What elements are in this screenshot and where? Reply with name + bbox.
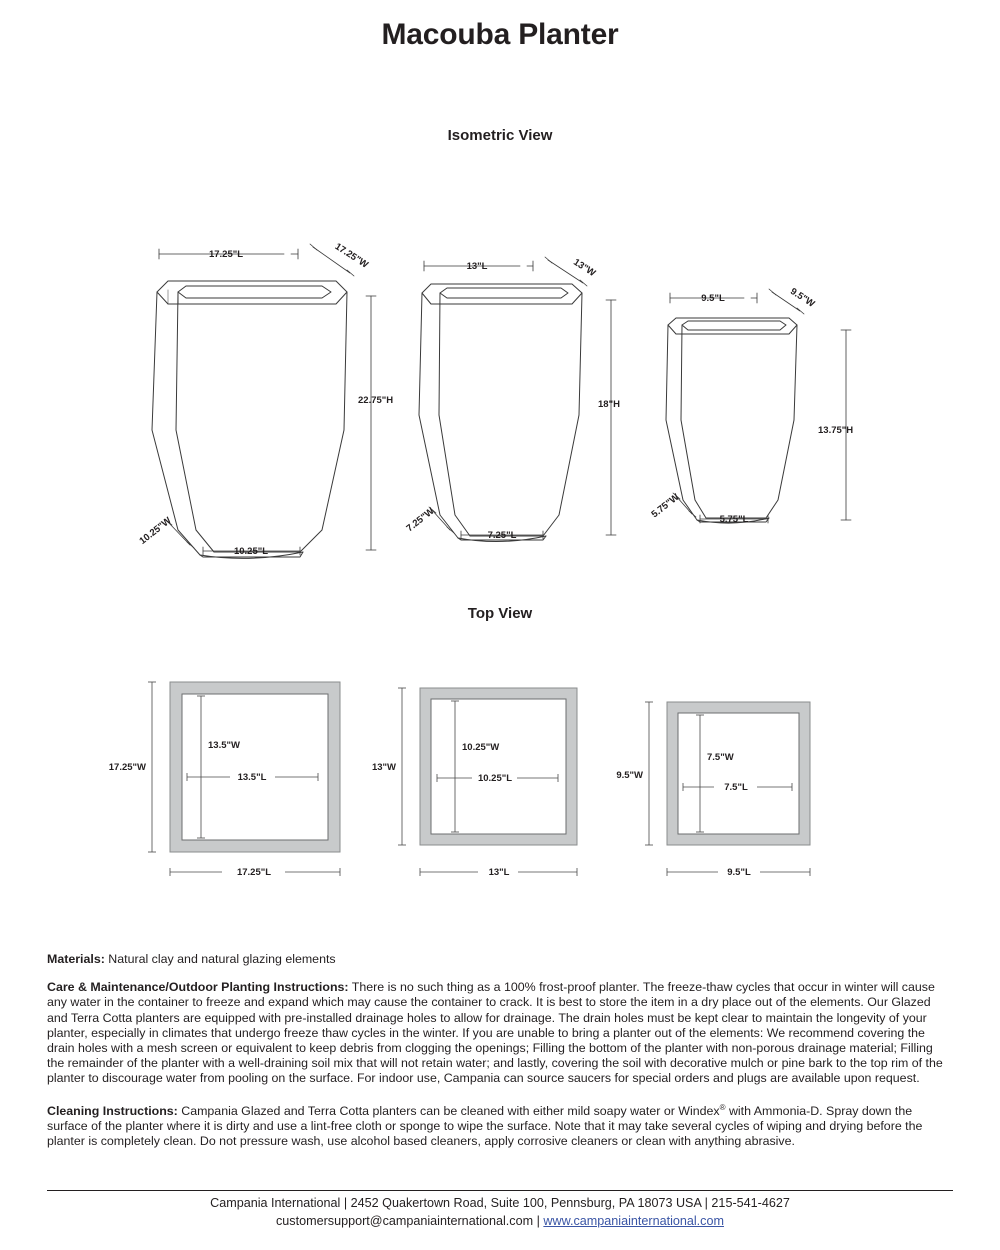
- iso-medium-base-width: 7.25"W: [404, 505, 437, 535]
- cleaning-text-b: with Ammonia-D. Spray down the surface of the planter where it is dirty and use a lint-free cloth or sponge to wipe the surface. Note that it may take several cycles of wiping and drying before the planter is completely clean. Do not pressure wash, use alcohol based cleaners, apply corrosive cleaners or clean with anything abrasive.: [47, 1103, 923, 1149]
- footer-separator: |: [533, 1214, 544, 1228]
- top-large-outer-width: 17.25"W: [108, 762, 146, 773]
- footer-divider: [47, 1190, 953, 1191]
- footer: [0, 1194, 1000, 1230]
- top-large-inner-width: 13.5"W: [208, 740, 240, 751]
- iso-small-top-width: 9.5"W: [788, 286, 817, 310]
- footer-email: customersupport@campaniainternational.com: [276, 1214, 534, 1228]
- iso-small-base-width: 5.75"W: [649, 491, 682, 521]
- iso-large-height: 22.75"H: [358, 395, 394, 406]
- cleaning-text-a: Campania Glazed and Terra Cotta planters can be cleaned with either mild soapy water or Windex: [177, 1103, 720, 1118]
- top-medium-inner-length: 10.25"L: [477, 773, 513, 784]
- iso-small-top-length: 9.5"L: [701, 293, 725, 304]
- care-label: Care & Maintenance/Outdoor Planting Instructions:: [47, 980, 349, 995]
- iso-medium-height: 18"H: [598, 399, 620, 410]
- top-large-outer-length: 17.25"L: [236, 867, 272, 878]
- iso-large-base-width: 10.25"W: [137, 515, 174, 547]
- care-text: There is no such thing as a 100% frost-proof planter. The freeze-thaw cycles that occur in winter will cause any water in the container to freeze and expand which may cause the container to crack. It is best to store the item in a dry place out of the elements. Our Glazed and Terra Cotta planters are equipped with pre-installed drainage holes to allow for drainage. The drain holes must be kept clear to maintain the longevity of your planter, especially in climates that undergo freeze thaw cycles in the winter. If you are unable to bring a planter out of the elements: We recommend covering the drain holes with a mesh screen or equivalent to keep debris from clogging the openings; Filling the bottom of the planter with non-porous drainage material; Filling the remainder of the planter with a well-draining soil mix that will not retain water; and lastly, covering the soil with decorative mulch or pine bark to the top rim of the planter to discourage water from pooling on the surface. For indoor use, Campania can source saucers for special orders and plugs are available upon request.: [47, 980, 943, 1086]
- instructions-text-block: [47, 952, 952, 1149]
- top-small-inner-width: 7.5"W: [707, 752, 734, 763]
- top-medium-outer-length: 13"L: [488, 867, 510, 878]
- isometric-planter-medium: [404, 257, 620, 542]
- top-small-inner-length: 7.5"L: [724, 782, 748, 793]
- top-medium-outer-width: 13"W: [371, 762, 396, 773]
- top-medium-inner-width: 10.25"W: [462, 742, 500, 753]
- page-title: Macouba Planter: [381, 18, 619, 51]
- top-large-inner-length: 13.5"L: [237, 772, 267, 783]
- iso-medium-top-length: 13"L: [466, 261, 488, 272]
- footer-contact-line: [0, 1212, 1000, 1230]
- iso-small-height: 13.75"H: [818, 425, 854, 436]
- footer-address-line: Campania International | 2452 Quakertown Road, Suite 100, Pennsburg, PA 18073 USA | 215-541-4627: [210, 1196, 790, 1210]
- isometric-view-heading: Isometric View: [447, 127, 553, 144]
- top-view-large: [109, 682, 340, 878]
- materials-label: Materials:: [47, 952, 105, 966]
- materials-paragraph: [47, 952, 952, 967]
- care-paragraph: [47, 980, 952, 1086]
- iso-medium-base-length: 7.25"L: [487, 530, 517, 541]
- materials-text: Natural clay and natural glazing elements: [104, 952, 336, 966]
- top-view-heading: Top View: [467, 605, 533, 622]
- top-small-outer-width: 9.5"W: [616, 770, 643, 781]
- isometric-planter-small: [649, 286, 853, 525]
- footer-website-link[interactable]: www.campaniainternational.com: [543, 1214, 724, 1228]
- iso-medium-top-width: 13"W: [571, 256, 598, 280]
- iso-large-base-length: 10.25"L: [233, 546, 269, 557]
- top-view-medium: [372, 688, 577, 878]
- isometric-planter-large: [137, 241, 393, 558]
- registered-mark: ®: [719, 1102, 726, 1112]
- cleaning-paragraph: [47, 1100, 952, 1150]
- isometric-drawings: [0, 230, 1000, 580]
- iso-large-top-length: 17.25"L: [208, 249, 244, 260]
- iso-small-base-length: 5.75"L: [719, 514, 749, 525]
- cleaning-label: Cleaning Instructions:: [47, 1103, 178, 1118]
- top-view-drawings: [0, 660, 1000, 910]
- top-view-small: [616, 702, 810, 878]
- iso-large-top-width: 17.25"W: [332, 241, 370, 271]
- top-small-outer-length: 9.5"L: [727, 867, 751, 878]
